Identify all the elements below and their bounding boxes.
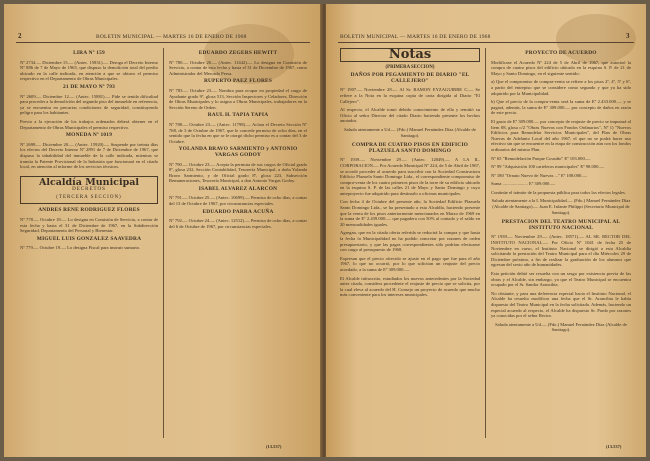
column-divider bbox=[163, 48, 164, 438]
left-page bbox=[4, 4, 322, 457]
section-heading: YOLANDA BRAVO SARMIENTO y ANTONIO VARGAS GODOY bbox=[178, 146, 298, 158]
section-heading: MIGUEL LUIS GONZALEZ SAAVEDRA bbox=[36, 235, 142, 242]
section-heading: MONEDA Nº 1019 bbox=[65, 132, 113, 139]
paragraph: Nº 1939.— Noviembre 29.— (Antec. 12849).— A LA IL. CORPORACION.— Por Acuerdo Municipal Nº 224, de 5 de Abril de 1967, se acordó proceder al acuerdo para suscribir con la Sociedad Constructora Edificio Plazuela Santo Domingo Ltda., el correspondiente compromiso de compra-venta de los cuatro primeros pisos de la torre de su edificio ubicado en la esquina S. P. de las calles 21 de Mayo y Santo Domingo y cuyo anteproyecto fue adquirido para destinarlo a oficinas municipales. bbox=[340, 157, 480, 196]
signature: Saluda atentamente a Ud.— (Fdo.) Manuel Fernández Díaz (Alcalde de Santiago). bbox=[495, 321, 627, 333]
paragraph: Expresan que el precio ofrecido se ajuste en el pago que fue para el año 1967, lo que no ocurrió, por lo que solicitan un reajuste del precio acordado, a la suma de Eº 309.000.— bbox=[340, 255, 480, 272]
paragraph: El gasto de Eº 309.000.— por concepto de reajuste de precio se imputará al Item 08, glosa c/2 "Obras Nuevas con Fondos Ordinarios", Nº 1) "Nuevos Edificios para Remodelar Servicios Municipales", del Plan de Obras Nuevas de Adelanto Local del año 1967, el que no se podrá hacer uso efectivo sin que se encuentre en la etapa de construcción aún con los fondos ordinarios del mismo Plan. bbox=[491, 118, 631, 152]
right-page bbox=[326, 4, 646, 457]
paragraph: b) Que el precio de la compra-venta será la suma de Eº 2.433.000.— y se pagará, además, la suma de Eº 309.000.— por concepto de daños en razón de este precio. bbox=[491, 99, 631, 116]
section-heading: ISABEL ALVAREZ ALARCON bbox=[198, 185, 278, 192]
paragraph: Nº 780.— Octubre 20.— (Antec. 11442).— Lo designa en Comisión de Servicio, a contar de esta fecha y hasta el 31 de Diciembre de 1967, como Administrador del Mercado Persa. bbox=[169, 59, 307, 76]
left-column-2 bbox=[169, 48, 307, 232]
paragraph: Nº 2698.— Diciembre 20.— (Antec. 15920).— Suspende por treinta días los efectos del Decreto Interno Nº 2891 de 7 de Diciembre de 1967, que dispuso la inhabilidad del inmueble de la calle indicada, mientras se tramita la Patente Provisional de la Industria que funcionará en el citado local, en atención al informe de los servicios técnicos. bbox=[20, 141, 158, 170]
left-column-1 bbox=[20, 48, 158, 254]
paragraph: Nº 65 "Remodelación Parque Cousiño" Eº 103.000.— bbox=[491, 155, 591, 161]
section-heading: RAUL H. TAPIA TAPIA bbox=[207, 112, 269, 119]
paragraph: Nº 792.— Octubre 24.— (Antec. 12512).— Permiso de ocho días, a contar del 6 de Octubre de 1967, por circunstancias especiales. bbox=[169, 218, 307, 229]
section-banner-big: Alcaldía Municipal bbox=[39, 176, 139, 188]
section-heading: PROYECTO DE ACUERDO bbox=[525, 50, 597, 56]
paragraph: El Alcalde infrascrito, estudiados los nuevos antecedentes por la Sociedad antes citada, considera procedente el reajuste de precio que se solicita, por la cual eleva al acuerdo del H. Consejo un proyecto de acuerdo que mucho más conveniente para los intereses municipales. bbox=[340, 275, 480, 298]
signature: Saluda atentamente a Ud.— (Fdo.) Manuel Fernández Díaz (Alcalde de Santiago). bbox=[344, 126, 476, 138]
paragraph: No obstante, y para una deferencia especial hacia el Instituto Nacional, el Alcalde ha resuelto modificar una fecha que el Sr. Arancibia le había dispuesto del Teatro Municipal en la fecha solicitada. Además, haciendo un especial acuerdo al respecto, el Alcalde ha dispuesto Sr. Pardo por razones ya conocidas por el señor Rector. bbox=[491, 290, 631, 319]
paragraph: Esta petición debió ser resuelta con un sesgo por existencia previa de las obras y el Alcalde, sin embargo, ya que el Teatro Municipal se encuentra ocupado por el Sr. Sandor Arancibia. bbox=[491, 271, 631, 288]
page-header: BOLETIN MUNICIPAL — MARTES 16 DE ENERO DE 1968 bbox=[96, 34, 247, 40]
section-heading: RUPERTO PAEZ FLORES bbox=[203, 78, 273, 85]
paragraph: Nº 778.— Octubre 18.— Lo designa en Comisión de Servicio, a contar de esta fecha y hasta el 31 de Diciembre de 1967, en la Subdirección Seguridad, Departamento del Personal y Bienestar. bbox=[20, 217, 158, 234]
paragraph: Nº 788.— Octubre 23.— (Antec. 11798).— Aclara el Decreto Sección Nº 768, de 3 de Octubre de 1967, que le concede permiso de ocho días, en el sentido que la fecha en que se le otorgó dicho permiso es a contar del 3 de Octubre. bbox=[169, 121, 307, 144]
paragraph: Con fecha 4 de Octubre del presente año, la Sociedad Edificio Plazuela Santo Domingo Ltda., se ha presentado a esta Alcaldía, haciendo presente que la venta de los pisos anteriormente mencionados en Marzo de 1969 en la suma de Eº 2.439.000.— que pagadera con 50% al contado y el saldo en 20 mensualidades iguales. bbox=[340, 199, 480, 227]
paragraph: Nº 1939.— Noviembre 29.— (Antec. 18571).— AL SR. RECTOR DEL INSTITUTO NACIONAL.— Por Oficio Nº 1041 de fecha 25 de Noviembre en curso, el Instituto Nacional se dirigió a esta Alcaldía solicitando la prestación del Teatro Municipal para el día Miércoles 29 de Diciembre próximo, a fin de realizar la graduación de los alumnos que egresan del sexto año de humanidades. bbox=[491, 234, 631, 268]
section-heading: PRESTACION DEL TEATRO MUNICIPAL AL INSTITUTO NACIONAL bbox=[501, 219, 621, 231]
header-rule bbox=[16, 42, 310, 43]
page-number: 3 bbox=[626, 32, 630, 40]
paragraph: Continúe el trámite de la propuesta pública para todos los efectos legales. bbox=[491, 189, 626, 195]
newspaper-spread bbox=[4, 4, 646, 457]
section-banner bbox=[20, 176, 158, 205]
section-heading: ANDRES RENE RODRIGUEZ FLORES bbox=[38, 207, 140, 214]
paragraph: Nº 99 "Adquisición 100 carteleros municipales" Eº 98.000.— bbox=[491, 164, 605, 170]
section-subheading: (PRIMERA SECCION) bbox=[385, 64, 435, 70]
paragraph: Agregan, que en la citada oferta referida se reducirá la compra y que hasta la fecha la Municipalidad no ha podido concretar por razones de orden presupuestario, y que las pagas correspondientes sólo podrían efectuarse con cargo al presupuesto de 1968. bbox=[340, 230, 480, 253]
paragraph: Modifícase el Acuerdo Nº 224 de 5 de Abril de 1967, que autorizó la compra de cuatro pisos del edificio ubicado en la esquina S. P. de 21 de Mayo y Santo Domingo, en el siguiente sentido: bbox=[491, 59, 631, 76]
section-heading: EDUARDO ZEGERS HEWITT bbox=[198, 50, 278, 56]
section-banner-sm: DECRETOS bbox=[72, 187, 106, 193]
paragraph: Nº 790.— Octubre 23.— Acepta la permuta de sus cargos de Oficial grado 8º, glosa 232, Sección Contabilidad, Tesorería Municipal, a doña Yolanda Bravo Sarmiento, y de Oficial grado 8º, glosa 223, Subsección Remuneraciones, Tesorería Municipal, a don Antonio Vargas Godoy. bbox=[169, 161, 307, 184]
paragraph: Nº 779.— Octubre 19.— Lo designa Fiscal para instruir sumario. bbox=[20, 245, 141, 251]
paragraph: Nº 783.— Octubre 23.— Nombra para ocupar en propiedad el cargo de Ayudante grado 9º, glosa 513, Sección Inspectores y Celadores, Dirección de Obras Municipales y lo asigna a Obras Municipales, trabajadores en la Sección Sereno de Orden. bbox=[169, 87, 307, 110]
signature: Saluda atentamente a la I. Municipalidad.— (Fdo.) Manuel Fernández Díaz (Alcalde de Santiago).— Juan E. Infante Philippi (Secretario Municipal de Santiago). bbox=[491, 198, 631, 215]
notas-banner: Notas bbox=[340, 48, 480, 62]
paragraph: a) Que el compromiso de compra-venta se refiere a los pisos 2º, 4º, 5º y 6º, a partir del entrepiso que se considere como segundo y que ya ha sido adquirido por la Municipalidad. bbox=[491, 79, 631, 96]
paragraph: Nº 2734.— Diciembre 15.— (Antec. 15831).— Deroga el Decreto Interno Nº 886 de 7 de Mayo de 1965, que dispuso la demolición total del predio ubicado en la calle indicada, en atención a que se obtuvo el permiso respectivo en el Departamento de Obras Municipales. bbox=[20, 59, 158, 82]
paragraph: Nº 180 "Ornato Nuevo de Nuevas ..." Eº 108.000.— bbox=[491, 172, 588, 178]
section-heading: LIRA Nº 159 bbox=[73, 50, 105, 56]
page-footer: (13.537) bbox=[606, 444, 622, 449]
header-rule bbox=[338, 42, 634, 43]
paragraph: Suma ...................... Eº 309.000.— bbox=[491, 181, 556, 187]
page-footer: (13.537) bbox=[266, 444, 282, 449]
page-number: 2 bbox=[18, 32, 22, 40]
section-heading: COMPRA DE CUATRO PISOS EN EDIFICIO PLAZUELA SANTO DOMINGO bbox=[351, 142, 469, 154]
section-heading: 21 DE MAYO Nº 793 bbox=[63, 83, 115, 90]
right-column-1 bbox=[340, 48, 480, 301]
section-banner-sub: (TERCERA SECCION) bbox=[56, 194, 122, 200]
section-heading: EDUARDO PARRA ACUÑA bbox=[202, 208, 274, 215]
paragraph: Al respecto, el Alcalde tomó debido conocimiento de ella y remitió su Oficio al señor Director del citado Diario haciendo presente los hechos anotados. bbox=[340, 107, 480, 124]
paragraph: Nº 1907.— Noviembre 28.— Al Sr. RAMON EYZAGUIRRE C.— Se refiere a la Nota en la esquina copia de carta dirigida al Diario "El Callejero". bbox=[340, 87, 480, 104]
paragraph: Nº 2609.— Diciembre 12.— (Antec. 15881).— Pide se tenida dificultad para proceder a la demolición del segundo piso del inmueble en referencia, ya se encuentra en precarias condiciones de seguridad, constituyendo peligro para los habitantes. bbox=[20, 93, 158, 116]
page-header: BOLETIN MUNICIPAL — MARTES 16 DE ENERO DE 1968 bbox=[340, 34, 491, 40]
column-divider bbox=[485, 48, 486, 438]
right-column-2 bbox=[491, 48, 631, 338]
paragraph: Nº 791.— Octubre 25.— (Antec. 10699).— Permiso de ocho días, a contar del 13 de Octubre de 1967, por circunstancias especiales. bbox=[169, 195, 307, 207]
paragraph: Previo a la ejecución de los trabajos ordenados deberá obtener en el Departamento de Obras Municipales el permiso respectivo. bbox=[20, 118, 158, 130]
section-heading: DAÑOS POR PEGAMIENTO DE DIARIO "EL CALLEJERO" bbox=[350, 72, 470, 84]
